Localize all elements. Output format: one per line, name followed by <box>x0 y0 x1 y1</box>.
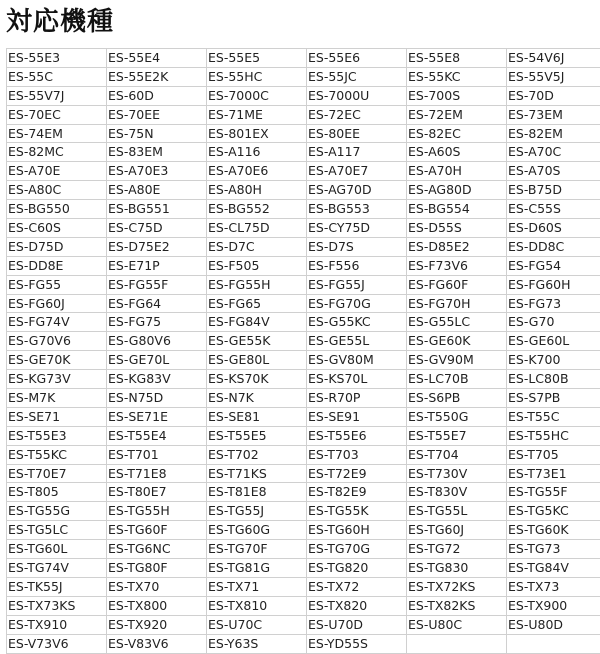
model-cell: ES-GE70L <box>107 351 207 370</box>
model-cell: ES-T71KS <box>207 464 307 483</box>
model-cell: ES-S6PB <box>407 389 507 408</box>
model-cell: ES-D7S <box>307 237 407 256</box>
table-row <box>7 86 600 105</box>
table-row <box>7 275 600 294</box>
model-cell: ES-M7K <box>7 389 107 408</box>
table-row <box>7 124 600 143</box>
model-cell: ES-55V5J <box>507 67 600 86</box>
table-row <box>7 577 600 596</box>
model-cell: ES-A70E <box>7 162 107 181</box>
model-cell: ES-GE80L <box>207 351 307 370</box>
model-cell: ES-55E2K <box>107 67 207 86</box>
model-cell: ES-FG55F <box>107 275 207 294</box>
model-cell: ES-FG55H <box>207 275 307 294</box>
model-cell: ES-G55KC <box>307 313 407 332</box>
model-cell: ES-R70P <box>307 389 407 408</box>
model-cell: ES-60D <box>107 86 207 105</box>
model-cell: ES-KS70K <box>207 370 307 389</box>
model-cell: ES-T701 <box>107 445 207 464</box>
model-cell: ES-F73V6 <box>407 256 507 275</box>
model-cell: ES-C60S <box>7 219 107 238</box>
model-cell: ES-GE70K <box>7 351 107 370</box>
model-cell: ES-TG84V <box>507 559 600 578</box>
model-cell: ES-T705 <box>507 445 600 464</box>
model-cell: ES-GV80M <box>307 351 407 370</box>
model-cell: ES-U80C <box>407 615 507 634</box>
model-cell: ES-TX73 <box>507 577 600 596</box>
model-cell: ES-KG73V <box>7 370 107 389</box>
model-cell: ES-T73E1 <box>507 464 600 483</box>
model-cell: ES-N7K <box>207 389 307 408</box>
model-cell: ES-TG70G <box>307 540 407 559</box>
model-cell: ES-54V6J <box>507 49 600 68</box>
model-cell: ES-BG552 <box>207 200 307 219</box>
model-cell: ES-TK55J <box>7 577 107 596</box>
model-cell: ES-TG55K <box>307 502 407 521</box>
model-cell: ES-TG5LC <box>7 521 107 540</box>
model-cell: ES-KS70L <box>307 370 407 389</box>
table-row <box>7 162 600 181</box>
model-cell: ES-K700 <box>507 351 600 370</box>
model-cell: ES-T704 <box>407 445 507 464</box>
model-cell: ES-TX71 <box>207 577 307 596</box>
model-cell: ES-V73V6 <box>7 634 107 653</box>
model-cell: ES-7000C <box>207 86 307 105</box>
table-row <box>7 615 600 634</box>
model-cell: ES-BG554 <box>407 200 507 219</box>
model-cell: ES-TG6NC <box>107 540 207 559</box>
model-cell: ES-FG65 <box>207 294 307 313</box>
model-cell: ES-70EC <box>7 105 107 124</box>
model-cell: ES-AG70D <box>307 181 407 200</box>
table-row <box>7 559 600 578</box>
model-cell: ES-72EC <box>307 105 407 124</box>
model-cell: ES-55JC <box>307 67 407 86</box>
table-row <box>7 407 600 426</box>
model-cell: ES-55C <box>7 67 107 86</box>
model-cell: ES-TX920 <box>107 615 207 634</box>
model-cell: ES-FG60F <box>407 275 507 294</box>
table-row <box>7 389 600 408</box>
model-cell: ES-7000U <box>307 86 407 105</box>
model-cell: ES-TG74V <box>7 559 107 578</box>
model-cell: ES-TG60K <box>507 521 600 540</box>
model-cell: ES-YD55S <box>307 634 407 653</box>
model-cell: ES-E71P <box>107 256 207 275</box>
model-cell: ES-A80H <box>207 181 307 200</box>
model-cell: ES-LC80B <box>507 370 600 389</box>
model-cell: ES-TG60H <box>307 521 407 540</box>
model-cell: ES-A80C <box>7 181 107 200</box>
model-cell: ES-55E8 <box>407 49 507 68</box>
model-cell: ES-D7C <box>207 237 307 256</box>
model-cell: ES-KG83V <box>107 370 207 389</box>
model-cell: ES-G70 <box>507 313 600 332</box>
model-cell: ES-A70E6 <box>207 162 307 181</box>
model-cell: ES-D85E2 <box>407 237 507 256</box>
model-cell: ES-71ME <box>207 105 307 124</box>
model-cell: ES-FG70G <box>307 294 407 313</box>
model-cell: ES-TX72KS <box>407 577 507 596</box>
model-cell: ES-T55E6 <box>307 426 407 445</box>
model-cell: ES-F505 <box>207 256 307 275</box>
model-cell: ES-G55LC <box>407 313 507 332</box>
model-cell: ES-700S <box>407 86 507 105</box>
model-cell: ES-T702 <box>207 445 307 464</box>
table-row <box>7 634 600 653</box>
model-cell: ES-TG81G <box>207 559 307 578</box>
table-row <box>7 219 600 238</box>
model-cell: ES-TG55F <box>507 483 600 502</box>
table-row <box>7 67 600 86</box>
model-cell: ES-TG73 <box>507 540 600 559</box>
model-cell: ES-T55KC <box>7 445 107 464</box>
model-cell: ES-TG55L <box>407 502 507 521</box>
model-cell: ES-801EX <box>207 124 307 143</box>
table-row <box>7 426 600 445</box>
model-cell: ES-B75D <box>507 181 600 200</box>
model-cell: ES-TG55H <box>107 502 207 521</box>
table-row <box>7 256 600 275</box>
model-cell: ES-TX800 <box>107 596 207 615</box>
model-cell: ES-TG55G <box>7 502 107 521</box>
model-cell: ES-GV90M <box>407 351 507 370</box>
model-cell: ES-FG55J <box>307 275 407 294</box>
model-cell: ES-C55S <box>507 200 600 219</box>
model-cell: ES-AG80D <box>407 181 507 200</box>
table-row <box>7 445 600 464</box>
model-cell: ES-D60S <box>507 219 600 238</box>
model-cell: ES-82MC <box>7 143 107 162</box>
model-cell: ES-TX73KS <box>7 596 107 615</box>
model-cell: ES-73EM <box>507 105 600 124</box>
model-cell: ES-D75D <box>7 237 107 256</box>
model-cell: ES-BG551 <box>107 200 207 219</box>
model-cell: ES-TG820 <box>307 559 407 578</box>
model-cell: ES-70D <box>507 86 600 105</box>
model-cell: ES-FG64 <box>107 294 207 313</box>
model-cell: ES-TG60J <box>407 521 507 540</box>
table-row <box>7 49 600 68</box>
table-row <box>7 181 600 200</box>
model-cell: ES-A70H <box>407 162 507 181</box>
model-cell: ES-TG80F <box>107 559 207 578</box>
model-cell: ES-A117 <box>307 143 407 162</box>
model-cell: ES-TX900 <box>507 596 600 615</box>
model-cell: ES-TX820 <box>307 596 407 615</box>
table-row <box>7 332 600 351</box>
model-cell: ES-55HC <box>207 67 307 86</box>
table-row <box>7 237 600 256</box>
model-cell: ES-55V7J <box>7 86 107 105</box>
model-cell: ES-FG60J <box>7 294 107 313</box>
model-cell: ES-U80D <box>507 615 600 634</box>
model-cell: ES-TG60F <box>107 521 207 540</box>
table-row <box>7 502 600 521</box>
model-cell: ES-T550G <box>407 407 507 426</box>
model-cell: ES-82EC <box>407 124 507 143</box>
model-cell: ES-Y63S <box>207 634 307 653</box>
model-cell: ES-CL75D <box>207 219 307 238</box>
model-cell: ES-55E6 <box>307 49 407 68</box>
model-cell: ES-DD8C <box>507 237 600 256</box>
model-cell: ES-FG75 <box>107 313 207 332</box>
model-cell: ES-DD8E <box>7 256 107 275</box>
model-cell: ES-T70E7 <box>7 464 107 483</box>
model-cell: ES-T55E4 <box>107 426 207 445</box>
model-cell: ES-BG553 <box>307 200 407 219</box>
model-cell: ES-TX82KS <box>407 596 507 615</box>
model-cell: ES-FG60H <box>507 275 600 294</box>
model-cell: ES-SE91 <box>307 407 407 426</box>
model-cell: ES-TX810 <box>207 596 307 615</box>
model-cell: ES-TG55J <box>207 502 307 521</box>
model-cell: ES-D55S <box>407 219 507 238</box>
model-cell: ES-G80V6 <box>107 332 207 351</box>
model-cell: ES-LC70B <box>407 370 507 389</box>
model-cell: ES-T80E7 <box>107 483 207 502</box>
model-cell: ES-TX70 <box>107 577 207 596</box>
model-cell: ES-V83V6 <box>107 634 207 653</box>
model-cell: ES-FG70H <box>407 294 507 313</box>
model-cell: ES-T830V <box>407 483 507 502</box>
table-row <box>7 596 600 615</box>
model-cell: ES-U70D <box>307 615 407 634</box>
model-cell: ES-T82E9 <box>307 483 407 502</box>
model-cell: ES-TG60L <box>7 540 107 559</box>
model-table <box>6 48 600 654</box>
table-row <box>7 540 600 559</box>
model-cell: ES-FG54 <box>507 256 600 275</box>
model-cell: ES-55E4 <box>107 49 207 68</box>
model-cell: ES-T55E5 <box>207 426 307 445</box>
model-cell: ES-TG60G <box>207 521 307 540</box>
model-cell: ES-SE71E <box>107 407 207 426</box>
model-cell: ES-FG55 <box>7 275 107 294</box>
model-cell: ES-FG74V <box>7 313 107 332</box>
model-cell: ES-TG70F <box>207 540 307 559</box>
model-cell: ES-U70C <box>207 615 307 634</box>
page-title: 対応機種 <box>6 6 114 38</box>
model-cell: ES-D75E2 <box>107 237 207 256</box>
table-row <box>7 464 600 483</box>
model-cell: ES-N75D <box>107 389 207 408</box>
model-cell: ES-CY75D <box>307 219 407 238</box>
table-row <box>7 351 600 370</box>
model-cell: ES-TX910 <box>7 615 107 634</box>
model-cell: ES-T703 <box>307 445 407 464</box>
model-cell: ES-T71E8 <box>107 464 207 483</box>
model-cell: ES-A70C <box>507 143 600 162</box>
model-cell: ES-FG73 <box>507 294 600 313</box>
model-cell: ES-SE71 <box>7 407 107 426</box>
model-cell: ES-83EM <box>107 143 207 162</box>
model-cell: ES-A70E7 <box>307 162 407 181</box>
model-cell: ES-T81E8 <box>207 483 307 502</box>
model-cell <box>507 634 600 653</box>
table-row <box>7 483 600 502</box>
model-cell: ES-TX72 <box>307 577 407 596</box>
model-cell: ES-GE55L <box>307 332 407 351</box>
model-cell: ES-74EM <box>7 124 107 143</box>
model-cell: ES-TG830 <box>407 559 507 578</box>
model-cell: ES-F556 <box>307 256 407 275</box>
model-cell: ES-GE60K <box>407 332 507 351</box>
model-cell: ES-55E3 <box>7 49 107 68</box>
model-cell: ES-GE60L <box>507 332 600 351</box>
model-cell: ES-T730V <box>407 464 507 483</box>
model-cell: ES-T55E7 <box>407 426 507 445</box>
model-cell: ES-BG550 <box>7 200 107 219</box>
model-cell: ES-75N <box>107 124 207 143</box>
model-cell: ES-C75D <box>107 219 207 238</box>
model-cell: ES-TG72 <box>407 540 507 559</box>
model-cell: ES-T55E3 <box>7 426 107 445</box>
model-cell: ES-T72E9 <box>307 464 407 483</box>
model-cell: ES-72EM <box>407 105 507 124</box>
table-row <box>7 370 600 389</box>
model-cell: ES-A70E3 <box>107 162 207 181</box>
table-row <box>7 105 600 124</box>
model-cell: ES-T55C <box>507 407 600 426</box>
table-row <box>7 143 600 162</box>
model-cell: ES-S7PB <box>507 389 600 408</box>
model-cell: ES-82EM <box>507 124 600 143</box>
model-cell: ES-T55HC <box>507 426 600 445</box>
model-cell: ES-70EE <box>107 105 207 124</box>
model-cell: ES-G70V6 <box>7 332 107 351</box>
model-cell: ES-A80E <box>107 181 207 200</box>
model-cell: ES-FG84V <box>207 313 307 332</box>
table-row <box>7 313 600 332</box>
model-cell: ES-A116 <box>207 143 307 162</box>
model-cell: ES-T805 <box>7 483 107 502</box>
model-cell: ES-80EE <box>307 124 407 143</box>
model-cell: ES-55E5 <box>207 49 307 68</box>
model-cell: ES-GE55K <box>207 332 307 351</box>
model-cell: ES-A60S <box>407 143 507 162</box>
model-table-body <box>7 49 600 654</box>
model-cell: ES-TG5KC <box>507 502 600 521</box>
table-row <box>7 521 600 540</box>
model-cell: ES-55KC <box>407 67 507 86</box>
model-cell: ES-SE81 <box>207 407 307 426</box>
table-row <box>7 200 600 219</box>
model-cell <box>407 634 507 653</box>
model-cell: ES-A70S <box>507 162 600 181</box>
table-row <box>7 294 600 313</box>
